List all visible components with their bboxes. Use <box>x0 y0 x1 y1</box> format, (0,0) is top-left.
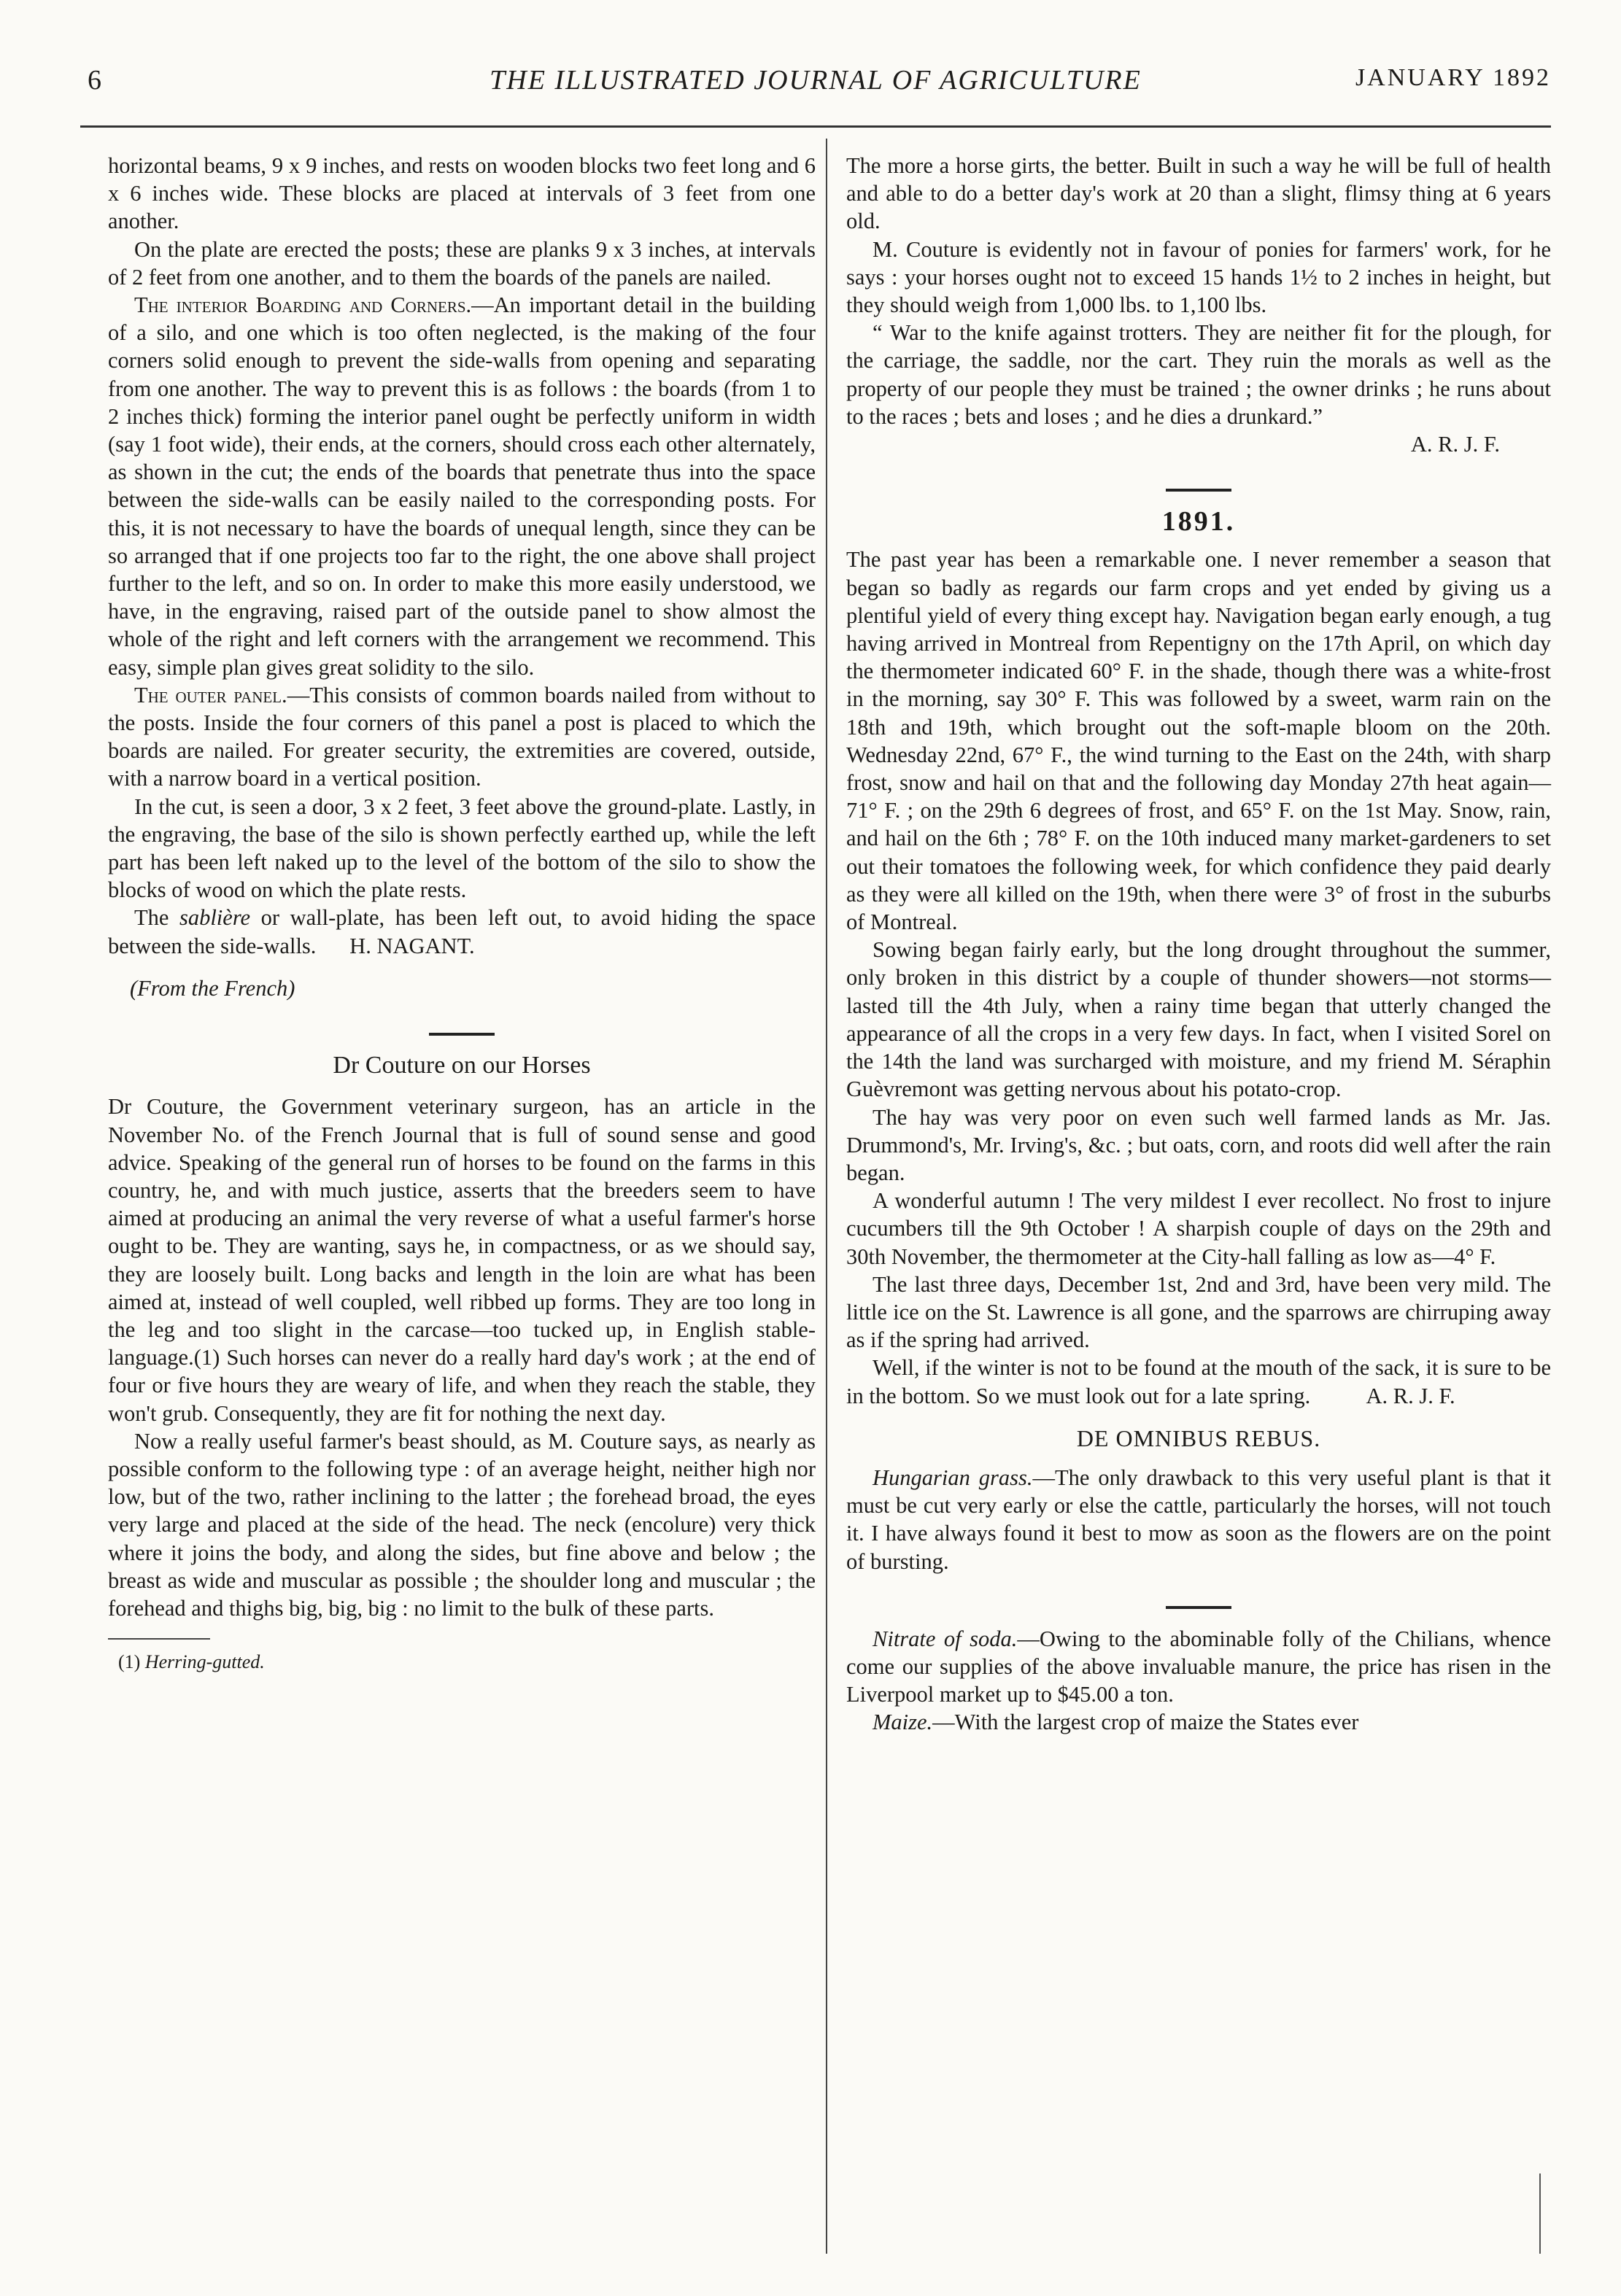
section-separator <box>1166 1606 1231 1609</box>
source-note: (From the French) <box>130 975 295 1001</box>
author-signature: A. R. J. F. <box>1366 1383 1455 1408</box>
paragraph-text: —With the largest crop of maize the States ever <box>932 1710 1359 1735</box>
paragraph: The more a horse girts, the better. Built in such a way he will be full of health and able to do a better day's work at 20 than a slight, flimsy thing at 6 years old. <box>846 153 1551 234</box>
paragraph <box>846 1354 1551 1409</box>
journal-title: THE ILLUSTRATED JOURNAL OF AGRICULTURE <box>490 65 1142 96</box>
footnote <box>118 1648 816 1676</box>
paragraph-text: —The only drawback to this very useful plant is that it must be cut very early or else the cattle, particularly the horses, will not touch it. I have always found it best to mow as soon as the flowers are on the point of bursting. <box>846 1465 1551 1574</box>
paragraph <box>108 291 816 681</box>
paragraph: In the cut, is seen a door, 3 x 2 feet, 3 feet above the ground-plate. Lastly, in the engraving, the base of the silo is shown perfectly earthed up, while the left part has been left naked up to the level of the bottom of the silo to show the blocks of wood on which the plate rests. <box>108 794 816 903</box>
paragraph: On the plate are erected the posts; these are planks 9 x 3 inches, at intervals of 2 feet from one another, and to them the boards of the panels are nailed. <box>108 236 816 290</box>
page-number: 6 <box>88 65 101 96</box>
paragraph-text: —An important detail in the building of a silo, and one which is too often neglected, is the making of the four corners solid enough to prevent the side-walls from opening and separating from one another. The way to prevent this is as follows : the boards (from 1 to 2 inches thick) forming the interior panel ought be perfectly uniform in width (say 1 foot wide), their ends, at the corners, should cross each other alternately, as shown in the cut; the ends of the boards that penetrate thus into the space between the side-walls can be easily nailed to the corresponding posts. For this, it is not necessary to have the boards of unequal length, since they can be so arranged that if one projects too far to the right, the one above shall project further to the left, and so on. In order to make this more easily understood, we have, in the engraving, raised part of the outside panel to show almost the whole of the right and left corners with the arrangement we recommend. This easy, simple plan gives great solidity to the silo. <box>108 292 816 680</box>
italic-term: sablière <box>179 905 251 931</box>
paragraph: Dr Couture, the Government veterinary surgeon, has an article in the November No. of the French Journal that is full of sound sense and good advice. Speaking of the general run of horses to be found on the farms in this country, he, and with much justice, asserts that the breeders seem to have aimed at producing an animal the very reverse of what a useful farmer's horse ought to be. They are wanting, says he, in compactness, or as we should say, they are loosely built. Long backs and length in the loin are what has been aimed at, instead of well coupled, well ribbed up forms. They are too long in the leg and too slight in the carcase—too tucked up, in English stable-language.(1) Such horses can never do a really hard day's work ; at the end of four or five hours they are weary of life, and when they reach the stable, they won't grub. Consequently, they are fit for nothing the next day. <box>108 1094 816 1426</box>
paragraph <box>108 904 816 959</box>
article-heading: 1891. <box>1161 506 1236 538</box>
left-column <box>108 152 816 1676</box>
page-header <box>80 64 1551 108</box>
paragraph: The last three days, December 1st, 2nd and 3rd, have been very mild. The little ice on the St. Lawrence is all gone, and the sparrows are chirruping away as if the spring had arrived. <box>846 1271 1551 1353</box>
paragraph-text: or wall-plate, has been left out, to avoid hiding the space between the side-walls. <box>108 905 816 958</box>
footnote-mark: (1) <box>118 1651 141 1673</box>
section-separator <box>1166 489 1231 492</box>
article-heading: Dr Couture on our Horses <box>333 1052 591 1079</box>
paragraph: A wonderful autumn ! The very mildest I ever recollect. No frost to injure cucumbers till the 9th October ! A sharpish couple of days on the 29th and 30th November, the thermometer at the City-hall falling as low as—4° F. <box>846 1188 1551 1269</box>
paragraph: Now a really useful farmer's beast should, as M. Couture says, as nearly as possible conform to the following type : of an average height, neither high nor low, but of the two, rather inclining to the latter ; the forehead broad, the eyes very large and placed at the side of the head. The neck (encolure) very thick where it joins the body, and along the sides, but fine above and below ; the breast as wide and muscular as possible ; the shoulder long and muscular ; the forehead and thighs big, big, big : no limit to the bulk of these parts. <box>108 1428 816 1621</box>
footnote-rule <box>108 1638 210 1640</box>
section-lead: The interior Boarding and Corners. <box>134 292 472 318</box>
section-lead: Maize. <box>873 1710 933 1735</box>
paragraph <box>846 1708 1551 1736</box>
paragraph-text: The <box>134 905 179 931</box>
margin-rule <box>1539 2173 1541 2254</box>
right-column <box>846 152 1551 1737</box>
author-signature: A. R. J. F. <box>1410 432 1500 457</box>
section-lead: The outer panel. <box>134 682 287 707</box>
paragraph-text: —This consists of common boards nailed from without to the posts. Inside the four corners of this panel a post is placed to which the boards are nailed. For greater security, the extremities are covered, outside, with a narrow board in a vertical position. <box>108 682 816 791</box>
paragraph-text: Well, if the winter is not to be found at the mouth of the sack, it is sure to be in the bottom. So we must look out for a late spring. <box>846 1355 1551 1408</box>
paragraph: M. Couture is evidently not in favour of ponies for farmers' work, for he says : your horses ought not to exceed 15 hands 1½ to 2 inches in height, but they should weigh from 1,000 lbs. to 1,100 lbs. <box>846 236 1551 318</box>
paragraph: horizontal beams, 9 x 9 inches, and rests on wooden blocks two feet long and 6 x 6 inches wide. These blocks are placed at intervals of 3 feet from one another. <box>108 153 816 234</box>
paragraph <box>846 1625 1551 1709</box>
paragraph: The hay was very poor on even such well farmed lands as Mr. Jas. Drummond's, Mr. Irving's, &c. ; but oats, corn, and roots did well after the rain began. <box>846 1104 1551 1185</box>
paragraph: The past year has been a remarkable one. I never remember a season that began so badly as regards our farm crops and yet ended by giving us a plentiful yield of every thing except hay. Navigation began early enough, a tug having arrived in Montreal from Repentigny on the 17th April, on which day the thermometer indicated 60° F. in the shade, though there was a white-frost in the morning, say 30° F. This was followed by a sweet, warm rain on the 18th and 19th, which brought out the soft-maple bloom on the 20th. Wednesday 22nd, 67° F., the wind turning to the East on the 24th, with sharp frost, snow and hail on that and the following day Monday 27th heat again—71° F. ; on the 29th 6 degrees of frost, and 65° F. on the 1st May. Snow, rain, and hail on the 6th ; 78° F. on the 10th induced many market-gardeners to set out their tomatoes the following week, for which confidence they paid dearly as they were all killed on the 19th, when there were 3° of frost in the suburbs of Montreal. <box>846 547 1551 935</box>
article-heading: DE OMNIBUS REBUS. <box>1076 1424 1321 1451</box>
paragraph: Sowing began fairly early, but the long drought throughout the summer, only broken in this district by a couple of thunder showers—not storms—lasted till the 4th July, when a rainy time began that utterly changed the appearance of all the crops in a very few days. In fact, when I visited Sorel on the 14th the land was surcharged with moisture, and my friend M. Séraphin Guèvremont was getting nervous about his potato-crop. <box>846 937 1551 1102</box>
section-lead: Hungarian grass. <box>873 1465 1033 1490</box>
section-lead: Nitrate of soda. <box>873 1626 1018 1651</box>
section-separator <box>429 1033 495 1036</box>
author-signature: H. NAGANT. <box>349 933 475 958</box>
issue-date: JANUARY 1892 <box>1355 64 1551 91</box>
column-divider <box>826 139 827 2254</box>
paragraph <box>108 681 816 793</box>
paragraph <box>846 1464 1551 1575</box>
header-rule <box>80 125 1551 128</box>
paragraph-text: —Owing to the abominable folly of the Chilians, whence come our supplies of the above invaluable manure, the price has risen in the Liverpool market up to $45.00 a ton. <box>846 1626 1551 1707</box>
paragraph: “ War to the knife against trotters. They are neither fit for the plough, for the carriage, the saddle, nor the cart. They ruin the morals as well as the property of our people they must be trained ; the owner drinks ; he runs about to the races ; bets and loses ; and he dies a drunkard.” <box>846 320 1551 429</box>
footnote-text: Herring-gutted. <box>144 1651 265 1673</box>
